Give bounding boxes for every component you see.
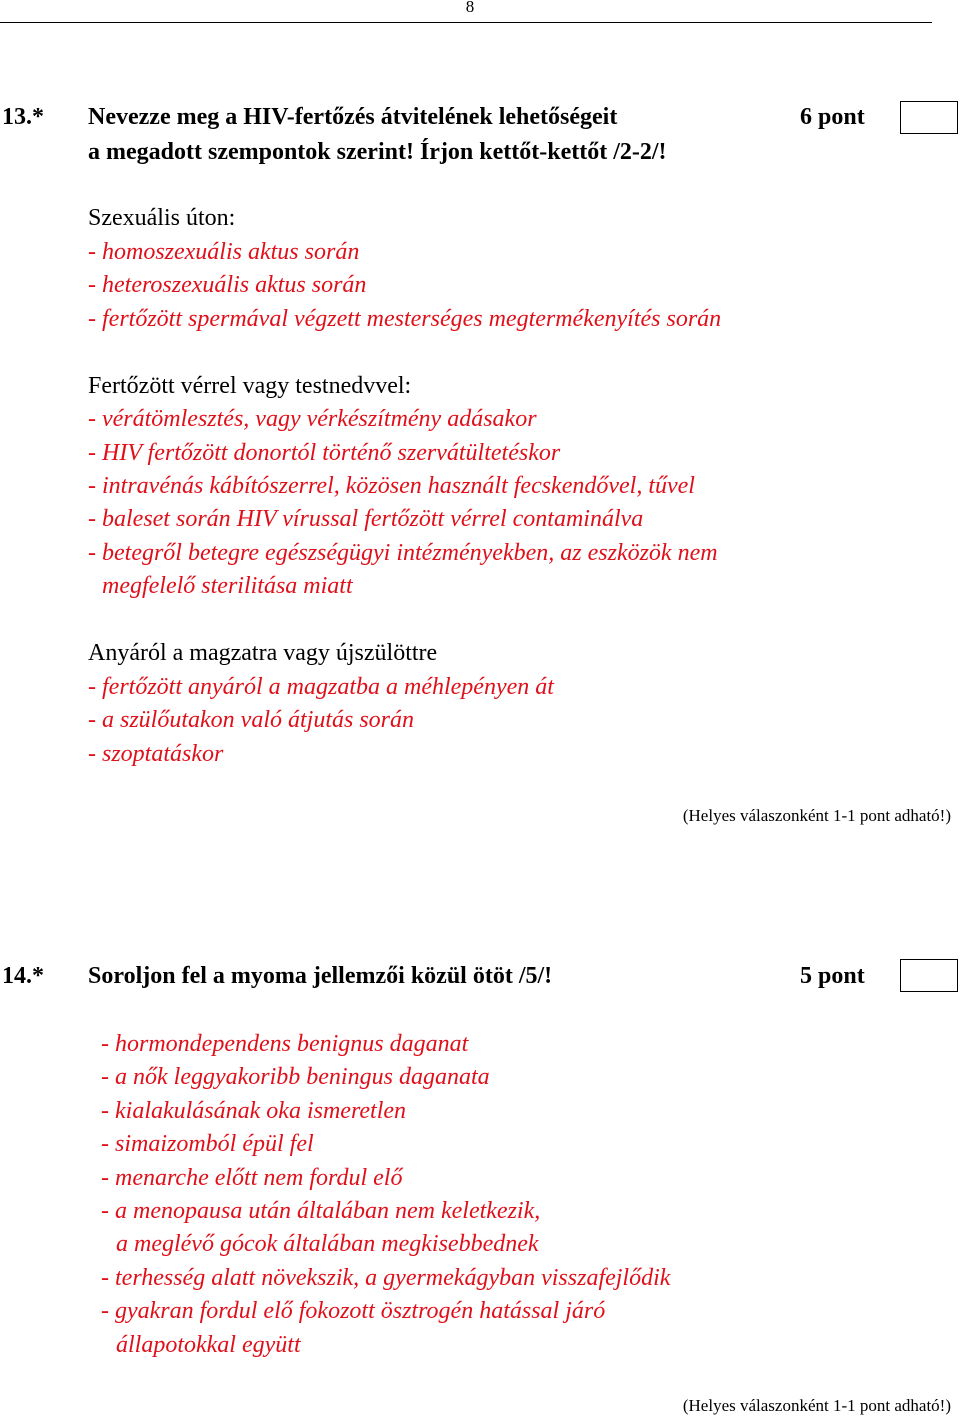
q14-answer-line: állapotokkal együtt [116, 1332, 301, 1358]
q13-answer-line: - fertőzött spermával végzett mesterséges megtermékenyítés során [88, 306, 722, 332]
q14-answer-line: - a nők leggyakoribb beningus daganata [101, 1064, 490, 1090]
q13-answer-line: - heteroszexuális aktus során [88, 272, 367, 298]
q13-answer-line: - HIV fertőzött donortól történő szervátültetéskor [88, 440, 561, 466]
q14-answer-line: - simaizomból épül fel [101, 1131, 314, 1157]
q13-answer-line: - intravénás kábítószerrel, közösen használt fecskendővel, tűvel [88, 473, 695, 499]
q14-answer-line: - hormondependens benignus daganat [101, 1031, 469, 1057]
q13-group-blood-heading: Fertőzött vérrel vagy testnedvvel: [88, 373, 412, 399]
q13-answer-line: - baleset során HIV vírussal fertőzött vérrel contaminálva [88, 506, 644, 532]
q13-scoring-note: (Helyes válaszonként 1-1 pont adható!) [682, 806, 951, 825]
q13-answer-line: - a szülőutakon való átjutás során [88, 707, 415, 733]
page-number: 8 [465, 0, 475, 16]
header-rule [0, 22, 932, 23]
q13-answer-line: megfelelő sterilitása miatt [102, 573, 353, 599]
q14-answer-line: - menarche előtt nem fordul elő [101, 1165, 403, 1191]
q14-answer-line: - terhesség alatt növekszik, a gyermekágyban visszafejlődik [101, 1265, 671, 1291]
q14-points: 5 pont [800, 963, 865, 989]
q14-question-line1: Soroljon fel a myoma jellemzői közül ötöt /5/! [88, 963, 553, 989]
q14-number: 14.* [2, 963, 44, 989]
q13-answer-line: - fertőzött anyáról a magzatba a méhlepényen át [88, 674, 554, 700]
q13-group-mother-heading: Anyáról a magzatra vagy újszülöttre [88, 640, 438, 666]
q13-answer-line: - homoszexuális aktus során [88, 239, 360, 265]
q14-answer-line: - kialakulásának oka ismeretlen [101, 1098, 407, 1124]
q14-answer-line: - gyakran fordul elő fokozott ösztrogén hatással járó [101, 1298, 606, 1324]
q13-score-box[interactable] [900, 101, 958, 134]
q13-answer-line: - vérátömlesztés, vagy vérkészítmény adásakor [88, 406, 537, 432]
q13-question-line2: a megadott szempontok szerint! Írjon kettőt-kettőt /2-2/! [88, 139, 667, 165]
q14-answer-line: - a menopausa után általában nem keletkezik, [101, 1198, 541, 1224]
q13-number: 13.* [2, 104, 44, 130]
q13-question-line1: Nevezze meg a HIV-fertőzés átvitelének lehetőségeit [88, 104, 618, 130]
q13-answer-line: - szoptatáskor [88, 741, 224, 767]
q14-score-box[interactable] [900, 959, 958, 992]
q13-answer-line: - betegről betegre egészségügyi intézményekben, az eszközök nem [88, 540, 718, 566]
q13-points: 6 pont [800, 104, 865, 130]
q14-scoring-note: (Helyes válaszonként 1-1 pont adható!) [682, 1396, 951, 1415]
q14-answer-line: a meglévő gócok általában megkisebbednek [116, 1231, 539, 1257]
q13-group-sexual-heading: Szexuális úton: [88, 205, 236, 231]
